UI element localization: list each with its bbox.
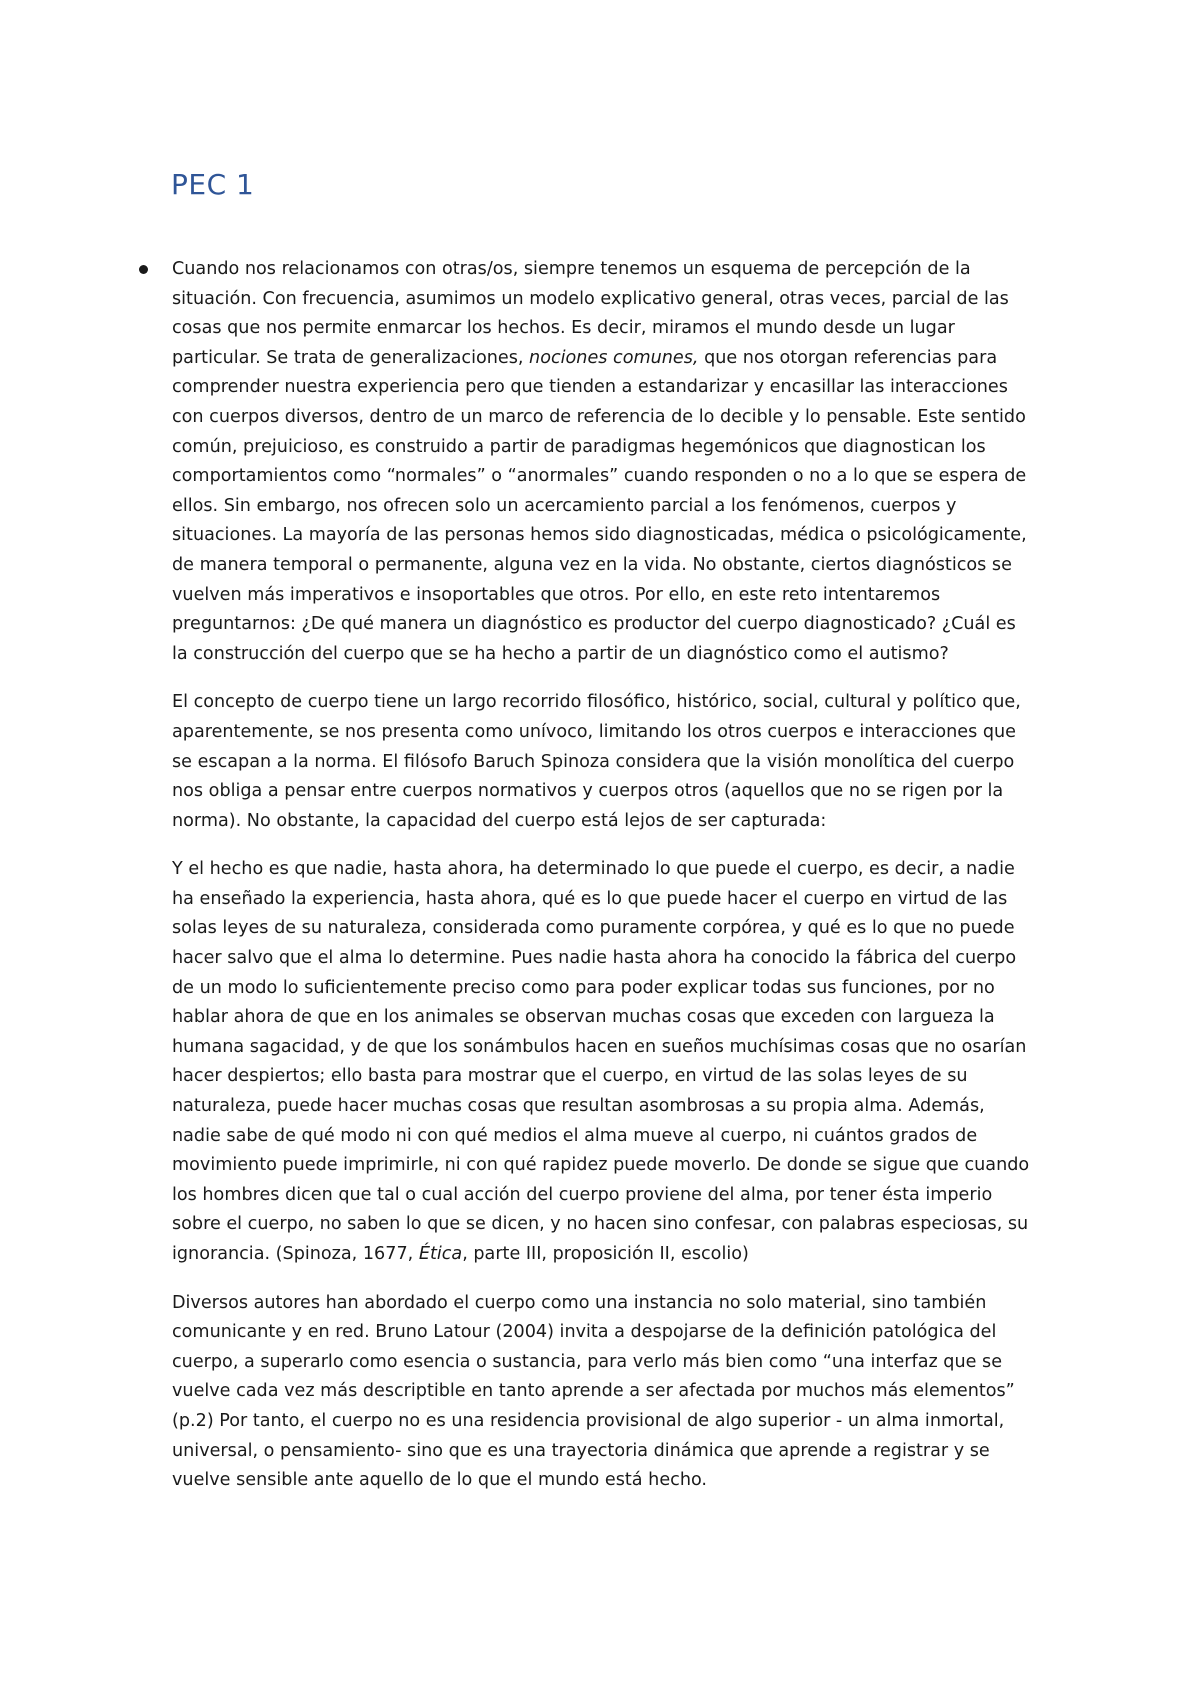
list-item <box>172 255 1036 669</box>
paragraph-quote-spinoza <box>172 855 1036 1269</box>
paragraph-intro-text-1: Cuando nos relacionamos con otras/os, siempre tenemos un esquema de percepción de la situación. Con frecuencia, asumimos un modelo explicativo general, otras veces, parcial de las cosas que nos permite enmarcar los hechos. Es decir, miramos el mundo desde un lugar particular. Se trata de generalizaciones, <box>172 259 1009 368</box>
quote-text-1: Y el hecho es que nadie, hasta ahora, ha determinado lo que puede el cuerpo, es decir, a nadie ha enseñado la experiencia, hasta ahora, qué es lo que puede hacer el cuerpo en virtud de las solas leyes de su naturaleza, considerada como puramente corpórea, y qué es lo que no puede hacer salvo que el alma lo determine. Pues nadie hasta ahora ha conocido la fábrica del cuerpo de un modo lo suficientemente preciso como para poder explicar todas sus funciones, por no hablar ahora de que en los animales se observan muchas cosas que exceden con largueza la humana sagacidad, y de que los sonámbulos hacen en sueños muchísimas cosas que no osarían hacer despiertos; ello basta para mostrar que el cuerpo, en virtud de las solas leyes de su naturaleza, puede hacer muchas cosas que resultan asombrosas a su propia alma. Además, nadie sabe de qué modo ni con qué medios el alma mueve al cuerpo, ni cuántos grados de movimiento puede imprimirle, ni con qué rapidez puede moverlo. De donde se sigue que cuando los hombres dicen que tal o cual acción del cuerpo proviene del alma, por tener ésta imperio sobre el cuerpo, no saben lo que se dicen, y no hacen sino confesar, con palabras especiosas, su ignorancia. (Spinoza, 1677, <box>172 859 1030 1264</box>
paragraph-body-latour: Diversos autores han abordado el cuerpo como una instancia no solo material, sino también comunicante y en red. Bruno Latour (2004) invita a despojarse de la definición patológica del cuerpo, a superarlo como esencia o sustancia, para verlo más bien como “una interfaz que se vuelve cada vez más descriptible en tanto aprende a ser afectada por muchos más elementos” (p.2) Por tanto, el cuerpo no es una residencia provisional de algo superior - un alma inmortal, universal, o pensamiento- sino que es una trayectoria dinámica que aprende a registrar y se vuelve sensible ante aquello de lo que el mundo está hecho. <box>172 1292 1015 1491</box>
paragraph-intro-text-2: que nos otorgan referencias para comprender nuestra experiencia pero que tienden a estandarizar y encasillar las interacciones con cuerpos diversos, dentro de un marco de referencia de lo decible y lo pensable. Este sentido común, prejuicioso, es construido a partir de paradigmas hegemónicos que diagnostican los comportamientos como “normales” o “anormales” cuando responden o no a lo que se espera de ellos. Sin embargo, nos ofrecen solo un acercamiento parcial a los fenómenos, cuerpos y situaciones. La mayoría de las personas hemos sido diagnosticadas, médica o psicológicamente, de manera temporal o permanente, alguna vez en la vida. No obstante, ciertos diagnósticos se vuelven más imperativos e insoportables que otros. Por ello, en este reto intentaremos preguntarnos: ¿De qué manera un diagnóstico es productor del cuerpo diagnosticado? ¿Cuál es la construcción del cuerpo que se ha hecho a partir de un diagnóstico como el autismo? <box>172 347 1027 664</box>
document-body <box>172 255 1036 1515</box>
paragraph-intro <box>172 255 1036 669</box>
paragraph-intro-italic: nociones comunes, <box>529 347 699 368</box>
quote-italic-title: Ética <box>418 1244 463 1264</box>
paragraph-body-concept: El concepto de cuerpo tiene un largo recorrido filosófico, histórico, social, cultural y político que, aparentemente, se nos presenta como unívoco, limitando los otros cuerpos e interacciones que se escapan a la norma. El filósofo Baruch Spinoza considera que la visión monolítica del cuerpo nos obliga a pensar entre cuerpos normativos y cuerpos otros (aquellos que no se rigen por la norma). No obstante, la capacidad del cuerpo está lejos de ser capturada: <box>172 692 1021 831</box>
bullet-icon <box>139 265 148 274</box>
page-title: PEC 1 <box>171 168 255 201</box>
quote-text-2: , parte III, proposición II, escolio) <box>462 1244 749 1264</box>
